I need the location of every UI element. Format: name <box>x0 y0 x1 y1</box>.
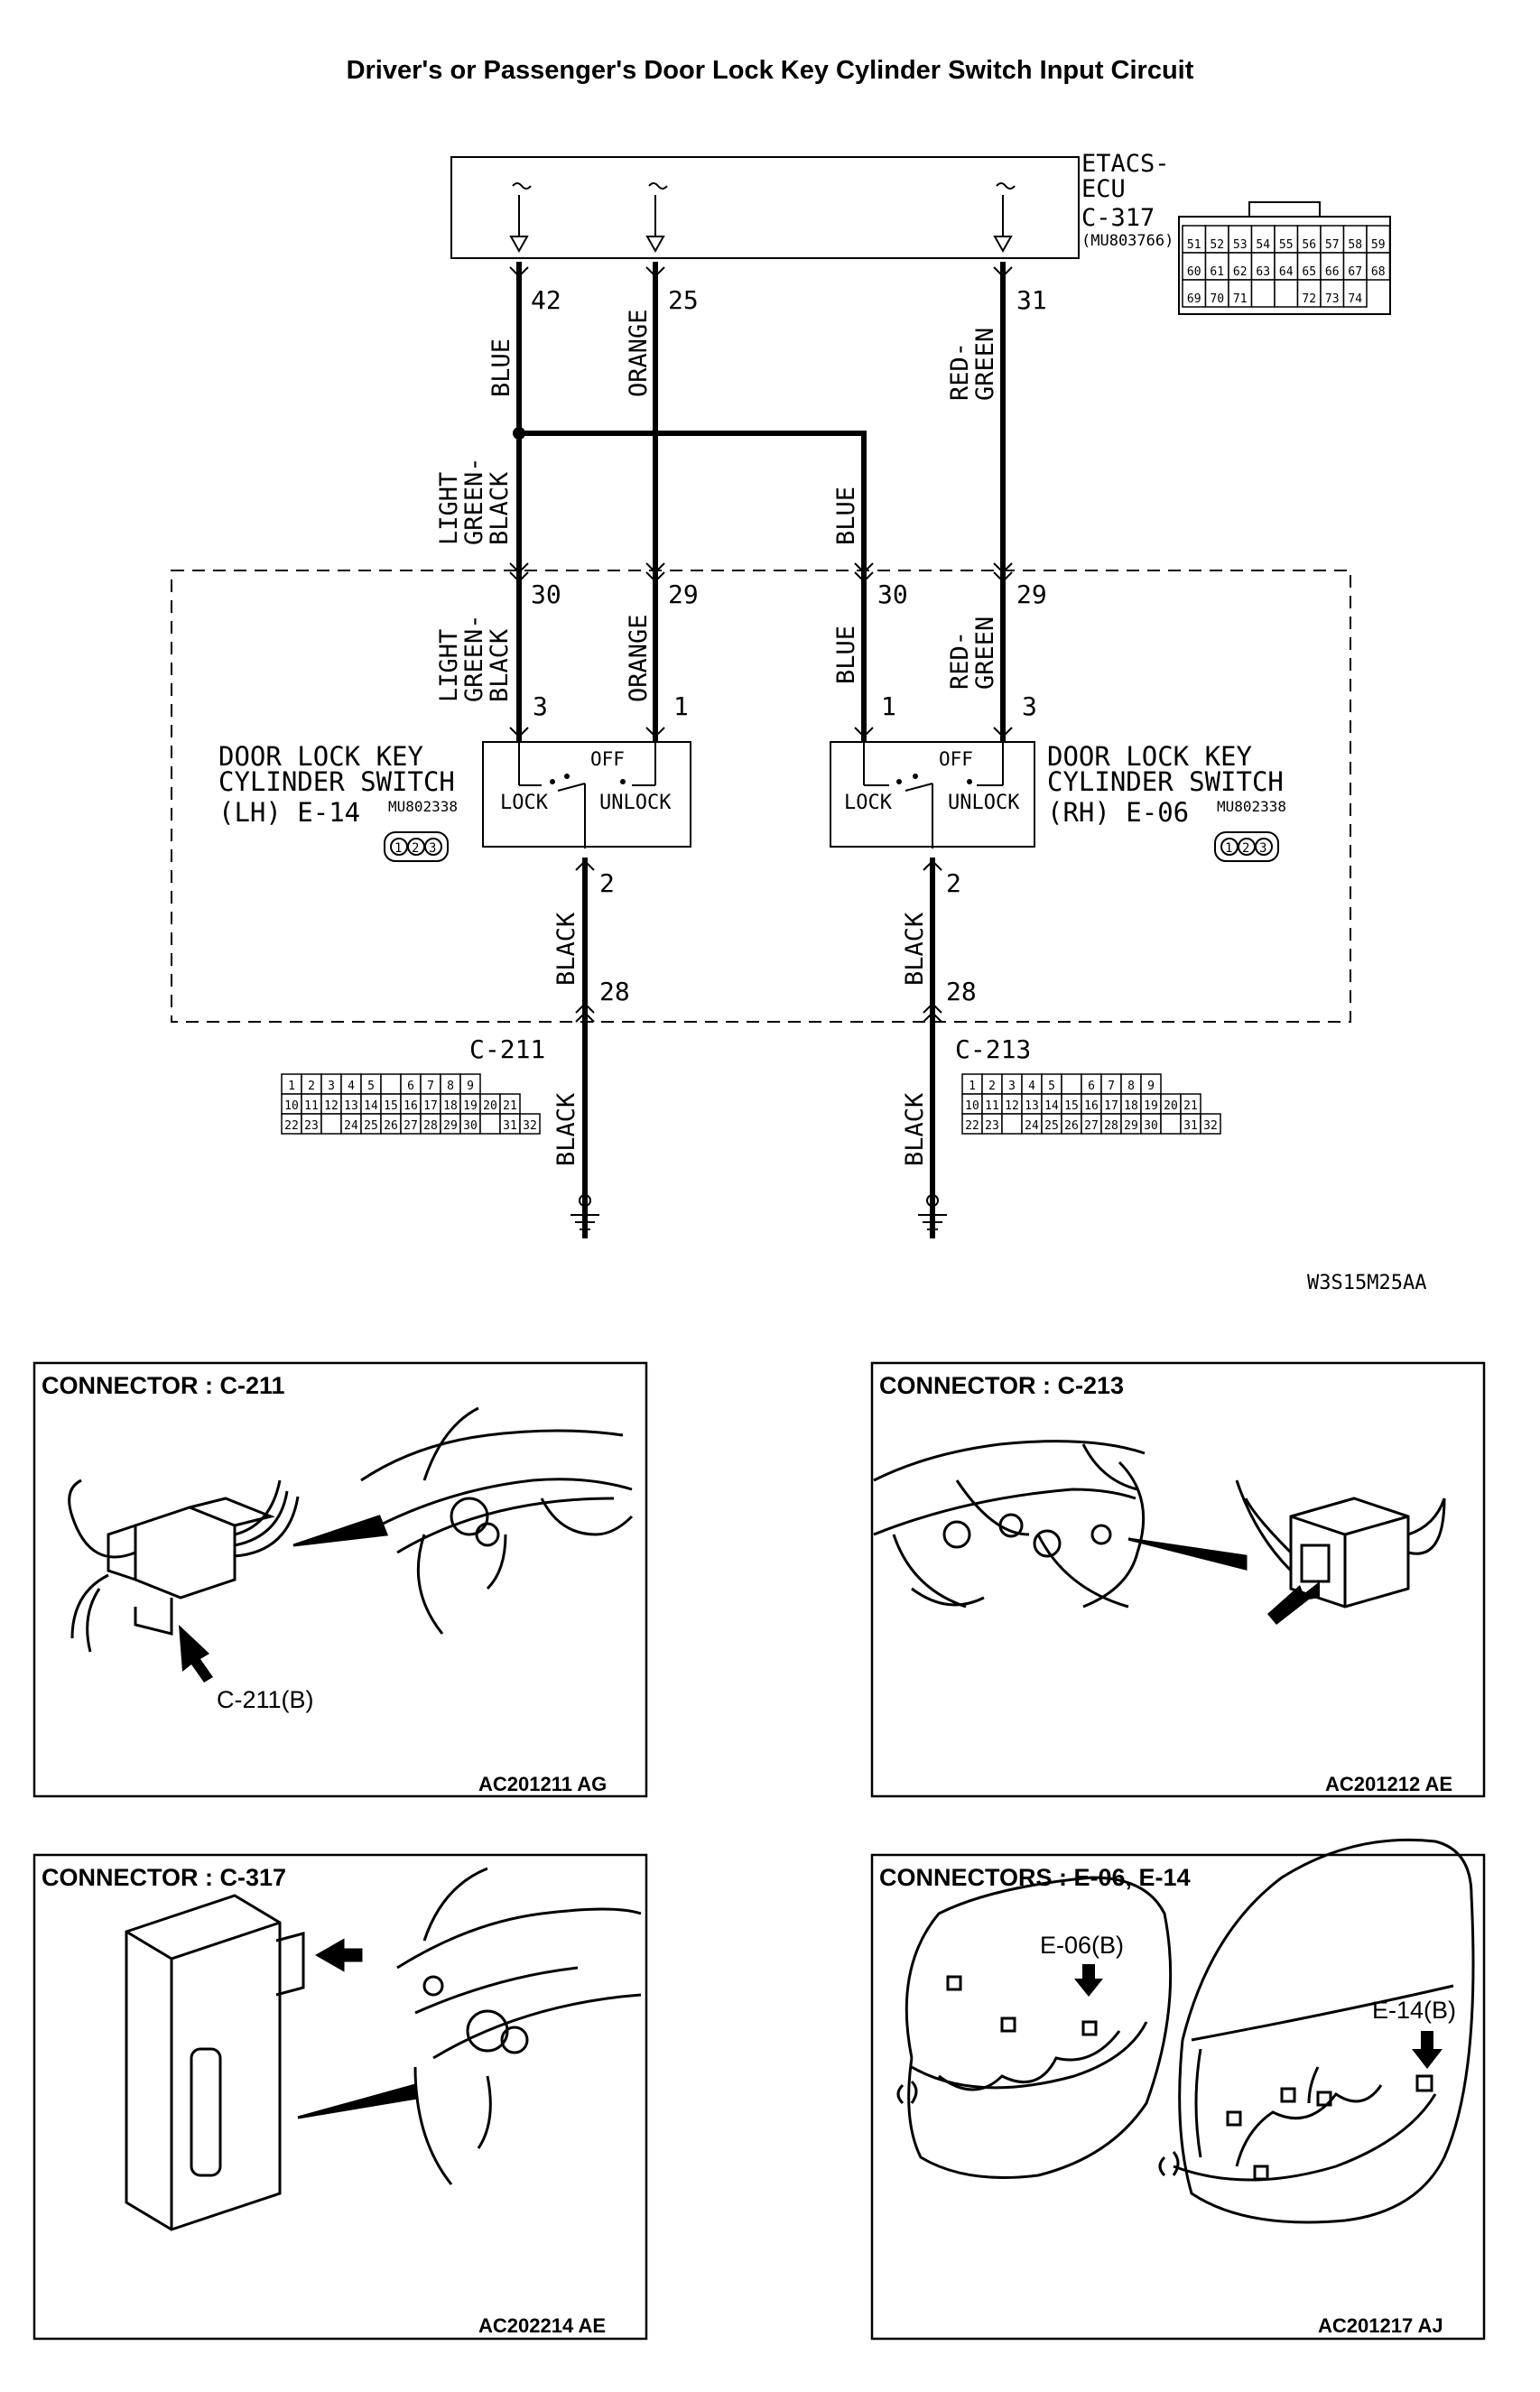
c213-pin-label: 5 <box>1048 1080 1055 1093</box>
c211-pin-label: 23 <box>304 1119 319 1133</box>
pin-30-lh: 30 <box>531 579 561 609</box>
c211-pin-label: 16 <box>404 1099 418 1113</box>
label-blue-low: BLUE <box>832 625 860 684</box>
switch-rh-conn-pin: 2 <box>1242 841 1250 856</box>
panel-c213-code: AC201212 AE <box>1325 1773 1453 1795</box>
panel-c211-callout: C-211(B) <box>217 1686 314 1713</box>
pin-42: 42 <box>531 285 561 315</box>
pin-1-rh: 1 <box>881 691 896 721</box>
pin-28-lh: 28 <box>599 977 630 1006</box>
c213-pin-label: 20 <box>1164 1099 1178 1113</box>
panel-e06-e14-frame <box>872 1855 1484 2339</box>
c213-pin-label: 18 <box>1124 1099 1138 1113</box>
c211-pin-label: 32 <box>523 1119 537 1133</box>
c213-pin-cell <box>1002 1114 1022 1134</box>
ecu-pin-cell <box>1275 280 1298 307</box>
c211-pin-label: 18 <box>443 1099 458 1113</box>
c211-pin-label: 9 <box>467 1080 474 1093</box>
pin-30-rh: 30 <box>877 579 908 609</box>
c213-pin-label: 3 <box>1008 1080 1016 1093</box>
ecu-pin-label: 53 <box>1232 238 1248 252</box>
pin-3-lh: 3 <box>533 691 548 721</box>
diagram-code: W3S15M25AA <box>1307 1272 1427 1294</box>
label-orange-top: ORANGE <box>625 309 653 397</box>
ecu-pin-label: 66 <box>1324 265 1340 279</box>
label-red-green-top-2: GREEN <box>971 327 999 401</box>
ecu-pin-label: 65 <box>1302 265 1317 279</box>
panel-e14-callout: E-14(B) <box>1372 1997 1457 2024</box>
panel-c211-frame <box>34 1363 646 1796</box>
c213-pin-label: 14 <box>1044 1099 1059 1113</box>
ecu-pin-label: 67 <box>1348 265 1363 279</box>
pin-29-rh: 29 <box>1016 579 1047 609</box>
label-orange-low: ORANGE <box>625 614 653 702</box>
ecu-pin-cell <box>1252 280 1276 307</box>
switch-lh-off: OFF <box>590 748 625 770</box>
c213-pin-label: 2 <box>988 1080 996 1093</box>
c211-pin-label: 31 <box>503 1119 517 1133</box>
switch-rh-conn-pin: 1 <box>1225 841 1233 856</box>
label-blue-top: BLUE <box>487 338 515 397</box>
c213-pin-label: 29 <box>1124 1119 1138 1133</box>
ecu-name-line2: ECU <box>1081 175 1126 203</box>
c211-pin-label: 21 <box>503 1099 517 1113</box>
c211-pin-label: 6 <box>407 1080 414 1093</box>
c213-pin-label: 13 <box>1025 1099 1039 1113</box>
c211-pin-cell <box>480 1114 500 1134</box>
c213-pin-label: 1 <box>969 1080 976 1093</box>
c211-pin-label: 7 <box>427 1080 434 1093</box>
switch-lh-label-1: DOOR LOCK KEY <box>218 741 423 772</box>
ecu-pin-table <box>1179 202 1390 314</box>
ecu-pin-label: 51 <box>1186 238 1201 252</box>
ecu-pin-label: 68 <box>1370 265 1386 279</box>
c213-pin-label: 6 <box>1088 1080 1095 1093</box>
c211-pin-label: 10 <box>284 1099 299 1113</box>
c213-pin-label: 21 <box>1183 1099 1198 1113</box>
c211-pin-label: 25 <box>364 1119 378 1133</box>
panel-connectors-e06-e14 <box>872 1840 1484 2339</box>
switch-lh-unlock: UNLOCK <box>599 792 672 814</box>
switch-rh-unlock: UNLOCK <box>948 792 1020 814</box>
c213-pin-label: 23 <box>985 1119 999 1133</box>
panel-c213-frame <box>872 1363 1484 1796</box>
ecu-pin-label: 57 <box>1324 238 1340 252</box>
c211-pin-label: 5 <box>367 1080 375 1093</box>
label-lgb-low-2: GREEN- <box>460 614 488 702</box>
c213-pin-label: 11 <box>985 1099 999 1113</box>
label-red-green-low-1: RED- <box>946 630 974 690</box>
c211-pin-label: 15 <box>384 1099 398 1113</box>
switch-rh <box>830 741 1286 861</box>
panel-e06-callout: E-06(B) <box>1040 1932 1125 1959</box>
connector-c213-pin-table <box>962 1074 1220 1134</box>
ecu-pin-label: 72 <box>1302 292 1317 306</box>
switch-rh-conn-pin: 3 <box>1259 841 1267 856</box>
panel-c211-code: AC201211 AG <box>478 1773 608 1795</box>
pin-2-lh: 2 <box>599 868 615 898</box>
c213-pin-label: 4 <box>1028 1080 1035 1093</box>
c211-pin-label: 26 <box>384 1119 398 1133</box>
label-black-lh-lower: BLACK <box>552 1092 580 1166</box>
pin-3-rh: 3 <box>1022 691 1037 721</box>
switch-lh-lock: LOCK <box>500 792 548 814</box>
c211-pin-cell <box>321 1114 341 1134</box>
ecu-pin-label: 52 <box>1210 238 1225 252</box>
ecu-part-number: (MU803766) <box>1081 232 1174 250</box>
switch-lh-label-3: (LH) E-14 <box>218 797 361 828</box>
label-lgb-low-3: BLACK <box>486 628 514 702</box>
ecu-name-line1: ETACS- <box>1081 150 1170 178</box>
c213-pin-label: 10 <box>965 1099 979 1113</box>
c213-pin-label: 24 <box>1025 1119 1039 1133</box>
c213-pin-label: 31 <box>1183 1119 1198 1133</box>
c213-pin-label: 7 <box>1108 1080 1115 1093</box>
connector-c213-label: C-213 <box>955 1034 1032 1064</box>
label-black-rh-lower: BLACK <box>901 1092 929 1166</box>
label-lgb-top-1: LIGHT <box>435 471 463 545</box>
c211-pin-label: 12 <box>324 1099 339 1113</box>
switch-rh-label-3: (RH) E-06 <box>1047 797 1190 828</box>
switch-rh-off: OFF <box>939 748 973 770</box>
c211-pin-label: 20 <box>483 1099 497 1113</box>
splice-point <box>513 427 525 440</box>
panel-e06-e14-code: AC201217 AJ <box>1318 2314 1443 2337</box>
switch-rh-label-1: DOOR LOCK KEY <box>1047 741 1252 772</box>
c213-pin-label: 28 <box>1104 1119 1118 1133</box>
c213-pin-label: 9 <box>1147 1080 1155 1093</box>
c211-pin-label: 13 <box>344 1099 358 1113</box>
c213-pin-label: 26 <box>1064 1119 1079 1133</box>
switch-lh <box>218 741 691 861</box>
switch-lh-conn-pin: 2 <box>412 841 420 856</box>
c211-pin-label: 3 <box>328 1080 335 1093</box>
label-red-green-low-2: GREEN <box>971 616 999 690</box>
label-black-rh-upper: BLACK <box>901 912 929 986</box>
panel-connector-c213 <box>872 1363 1484 1796</box>
c211-pin-cell <box>381 1074 401 1094</box>
panel-e06-e14-title: CONNECTORS : E-06, E-14 <box>879 1864 1191 1891</box>
ecu-pin-label: 73 <box>1324 292 1340 306</box>
c211-pin-label: 1 <box>288 1080 295 1093</box>
c213-pin-label: 16 <box>1084 1099 1099 1113</box>
c213-pin-label: 32 <box>1203 1119 1218 1133</box>
pin-2-rh: 2 <box>946 868 961 898</box>
c211-pin-label: 24 <box>344 1119 358 1133</box>
switch-rh-part-no: MU802338 <box>1217 798 1287 815</box>
connector-c211-label: C-211 <box>469 1034 546 1064</box>
c213-pin-label: 19 <box>1144 1099 1158 1113</box>
label-lgb-top-3: BLACK <box>486 471 514 545</box>
ecu-connector-label: C-317 <box>1081 204 1155 232</box>
c213-pin-cell <box>1062 1074 1081 1094</box>
page-title: Driver's or Passenger's Door Lock Key Cylinder Switch Input Circuit <box>346 56 1194 85</box>
pin-28-rh: 28 <box>946 977 977 1006</box>
c211-pin-label: 22 <box>284 1119 299 1133</box>
panel-c213-title: CONNECTOR : C-213 <box>879 1372 1125 1399</box>
ecu-pin-table-key <box>1249 202 1320 217</box>
c213-pin-label: 27 <box>1084 1119 1099 1133</box>
ecu-pin-label: 55 <box>1278 238 1294 252</box>
c211-pin-label: 27 <box>404 1119 418 1133</box>
ecu-pin-label: 58 <box>1348 238 1363 252</box>
label-lgb-low-1: LIGHT <box>435 628 463 702</box>
pin-31: 31 <box>1016 285 1047 315</box>
ecu-pin-label: 60 <box>1186 265 1201 279</box>
connector-c211-pin-table <box>282 1074 540 1134</box>
label-lgb-top-2: GREEN- <box>460 457 488 545</box>
ecu-pin-label: 59 <box>1370 238 1386 252</box>
c211-pin-label: 19 <box>463 1099 478 1113</box>
c211-pin-label: 28 <box>423 1119 438 1133</box>
c213-pin-label: 17 <box>1104 1099 1118 1113</box>
ecu-pin-label: 64 <box>1278 265 1294 279</box>
label-black-lh-upper: BLACK <box>552 912 580 986</box>
ecu-pin-label: 54 <box>1256 238 1271 252</box>
ecu-pin-label: 74 <box>1348 292 1363 306</box>
c211-pin-label: 30 <box>463 1119 478 1133</box>
ecu-pin-label: 56 <box>1302 238 1317 252</box>
ecu-pin-label: 61 <box>1210 265 1225 279</box>
ecu-pin-label: 69 <box>1186 292 1201 306</box>
ecu-pin-label: 71 <box>1232 292 1248 306</box>
panel-connector-c317 <box>34 1855 646 2339</box>
c211-pin-label: 8 <box>447 1080 454 1093</box>
panel-c317-code: AC202214 AE <box>478 2314 607 2337</box>
c211-pin-label: 4 <box>348 1080 355 1093</box>
ecu-pin-label: 63 <box>1256 265 1271 279</box>
pin-25: 25 <box>668 285 699 315</box>
panel-connector-c211 <box>34 1363 646 1796</box>
c211-pin-label: 14 <box>364 1099 378 1113</box>
panel-c317-title: CONNECTOR : C-317 <box>42 1864 287 1891</box>
ecu-pin-label: 70 <box>1210 292 1225 306</box>
c213-pin-label: 12 <box>1005 1099 1019 1113</box>
c213-pin-label: 8 <box>1127 1080 1135 1093</box>
c213-pin-label: 30 <box>1144 1119 1158 1133</box>
c213-pin-label: 25 <box>1044 1119 1059 1133</box>
etacs-ecu <box>451 150 1174 258</box>
switch-lh-label-2: CYLINDER SWITCH <box>218 766 455 797</box>
switch-lh-conn-pin: 3 <box>429 841 437 856</box>
c213-pin-label: 15 <box>1064 1099 1079 1113</box>
pin-29-lh: 29 <box>668 579 699 609</box>
pin-1-lh: 1 <box>673 691 689 721</box>
ecu-body <box>451 157 1079 258</box>
switch-lh-part-no: MU802338 <box>388 798 459 815</box>
ecu-pin-label: 62 <box>1232 265 1248 279</box>
c213-pin-label: 22 <box>965 1119 979 1133</box>
panel-c211-title: CONNECTOR : C-211 <box>42 1372 285 1399</box>
label-blue-mid: BLUE <box>832 486 860 545</box>
c211-pin-label: 11 <box>304 1099 319 1113</box>
c211-pin-label: 29 <box>443 1119 458 1133</box>
c211-pin-label: 2 <box>308 1080 315 1093</box>
label-red-green-top-1: RED- <box>946 341 974 401</box>
switch-rh-lock: LOCK <box>844 792 892 814</box>
switch-rh-label-2: CYLINDER SWITCH <box>1047 766 1284 797</box>
c213-pin-cell <box>1161 1114 1181 1134</box>
c211-pin-label: 17 <box>423 1099 438 1113</box>
switch-lh-conn-pin: 1 <box>394 841 403 856</box>
